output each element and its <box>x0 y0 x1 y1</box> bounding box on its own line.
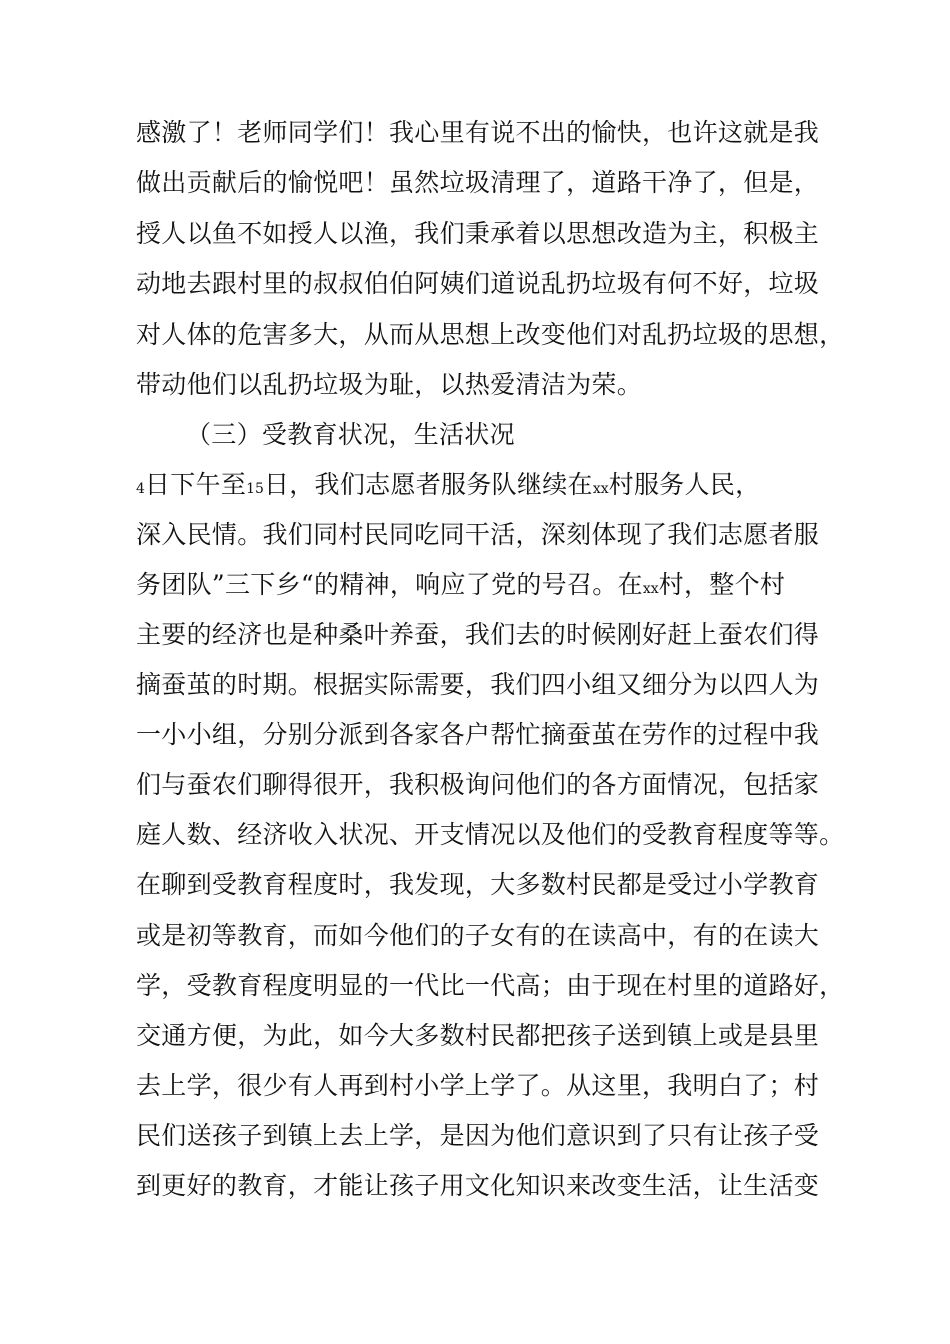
number-text: 15 <box>246 481 264 497</box>
text-line: 学，受教育程度明显的一代比一代高；由于现在村里的道路好， <box>136 971 845 1000</box>
number-text: 4 <box>136 481 145 497</box>
text-line: 去上学，很少有人再到村小学上学了。从这里，我明白了；村 <box>136 1071 820 1100</box>
text-line: 在聊到受教育程度时，我发现，大多数村民都是受过小学教育 <box>136 870 820 899</box>
text-line: 对人体的危害多大，从而从思想上改变他们对乱扔垃圾的思想， <box>136 320 845 349</box>
text-line: 们与蚕农们聊得很开，我积极询问他们的各方面情况，包括家 <box>136 770 820 799</box>
text-line: 带动他们以乱扔垃圾为耻，以热爱清洁为荣。 <box>136 370 643 399</box>
text-line: 授人以鱼不如授人以渔，我们秉承着以思想改造为主，积极主 <box>136 219 820 248</box>
text-segment: 村，整个村 <box>658 570 786 599</box>
text-line: 动地去跟村里的叔叔伯伯阿姨们道说乱扔垃圾有何不好，垃圾 <box>136 269 820 298</box>
text-segment: 村服务人民， <box>608 470 761 499</box>
text-segment: 日下午至 <box>144 470 247 499</box>
text-line <box>136 565 856 605</box>
text-line: 到更好的教育，才能让孩子用文化知识来改变生活，让生活变 <box>136 1171 820 1200</box>
text-line: 庭人数、经济收入状况、开支情况以及他们的受教育程度等等。 <box>136 820 845 849</box>
section-heading: （三）受教育状况，生活状况 <box>186 420 515 449</box>
text-line: 一小小组，分别分派到各家各户帮忙摘蚕茧在劳作的过程中我 <box>136 720 820 749</box>
text-line: 做出贡献后的愉悦吧！虽然垃圾清理了，道路干净了，但是， <box>136 168 820 197</box>
text-line: 主要的经济也是种桑叶养蚕，我们去的时候刚好赶上蚕农们得 <box>136 620 820 649</box>
text-line <box>136 465 856 505</box>
text-line: 深入民情。我们同村民同吃同干活，深刻体现了我们志愿者服 <box>136 520 820 549</box>
text-segment: 日，我们志愿者服务队继续在 <box>263 470 593 499</box>
text-line: 交通方便，为此，如今大多数村民都把孩子送到镇上或是县里 <box>136 1021 820 1050</box>
placeholder-text: xx <box>642 581 659 597</box>
text-line: 感激了！老师同学们！我心里有说不出的愉快，也许这就是我 <box>136 118 820 147</box>
text-line: 民们送孩子到镇上去上学，是因为他们意识到了只有让孩子受 <box>136 1121 820 1150</box>
placeholder-text: xx <box>592 481 609 497</box>
text-segment: 务团队”三下乡“的精神，响应了党的号召。在 <box>136 570 643 599</box>
text-line: 或是初等教育，而如今他们的子女有的在读高中，有的在读大 <box>136 921 820 950</box>
text-line: 摘蚕茧的时期。根据实际需要，我们四小组又细分为以四人为 <box>136 670 820 699</box>
